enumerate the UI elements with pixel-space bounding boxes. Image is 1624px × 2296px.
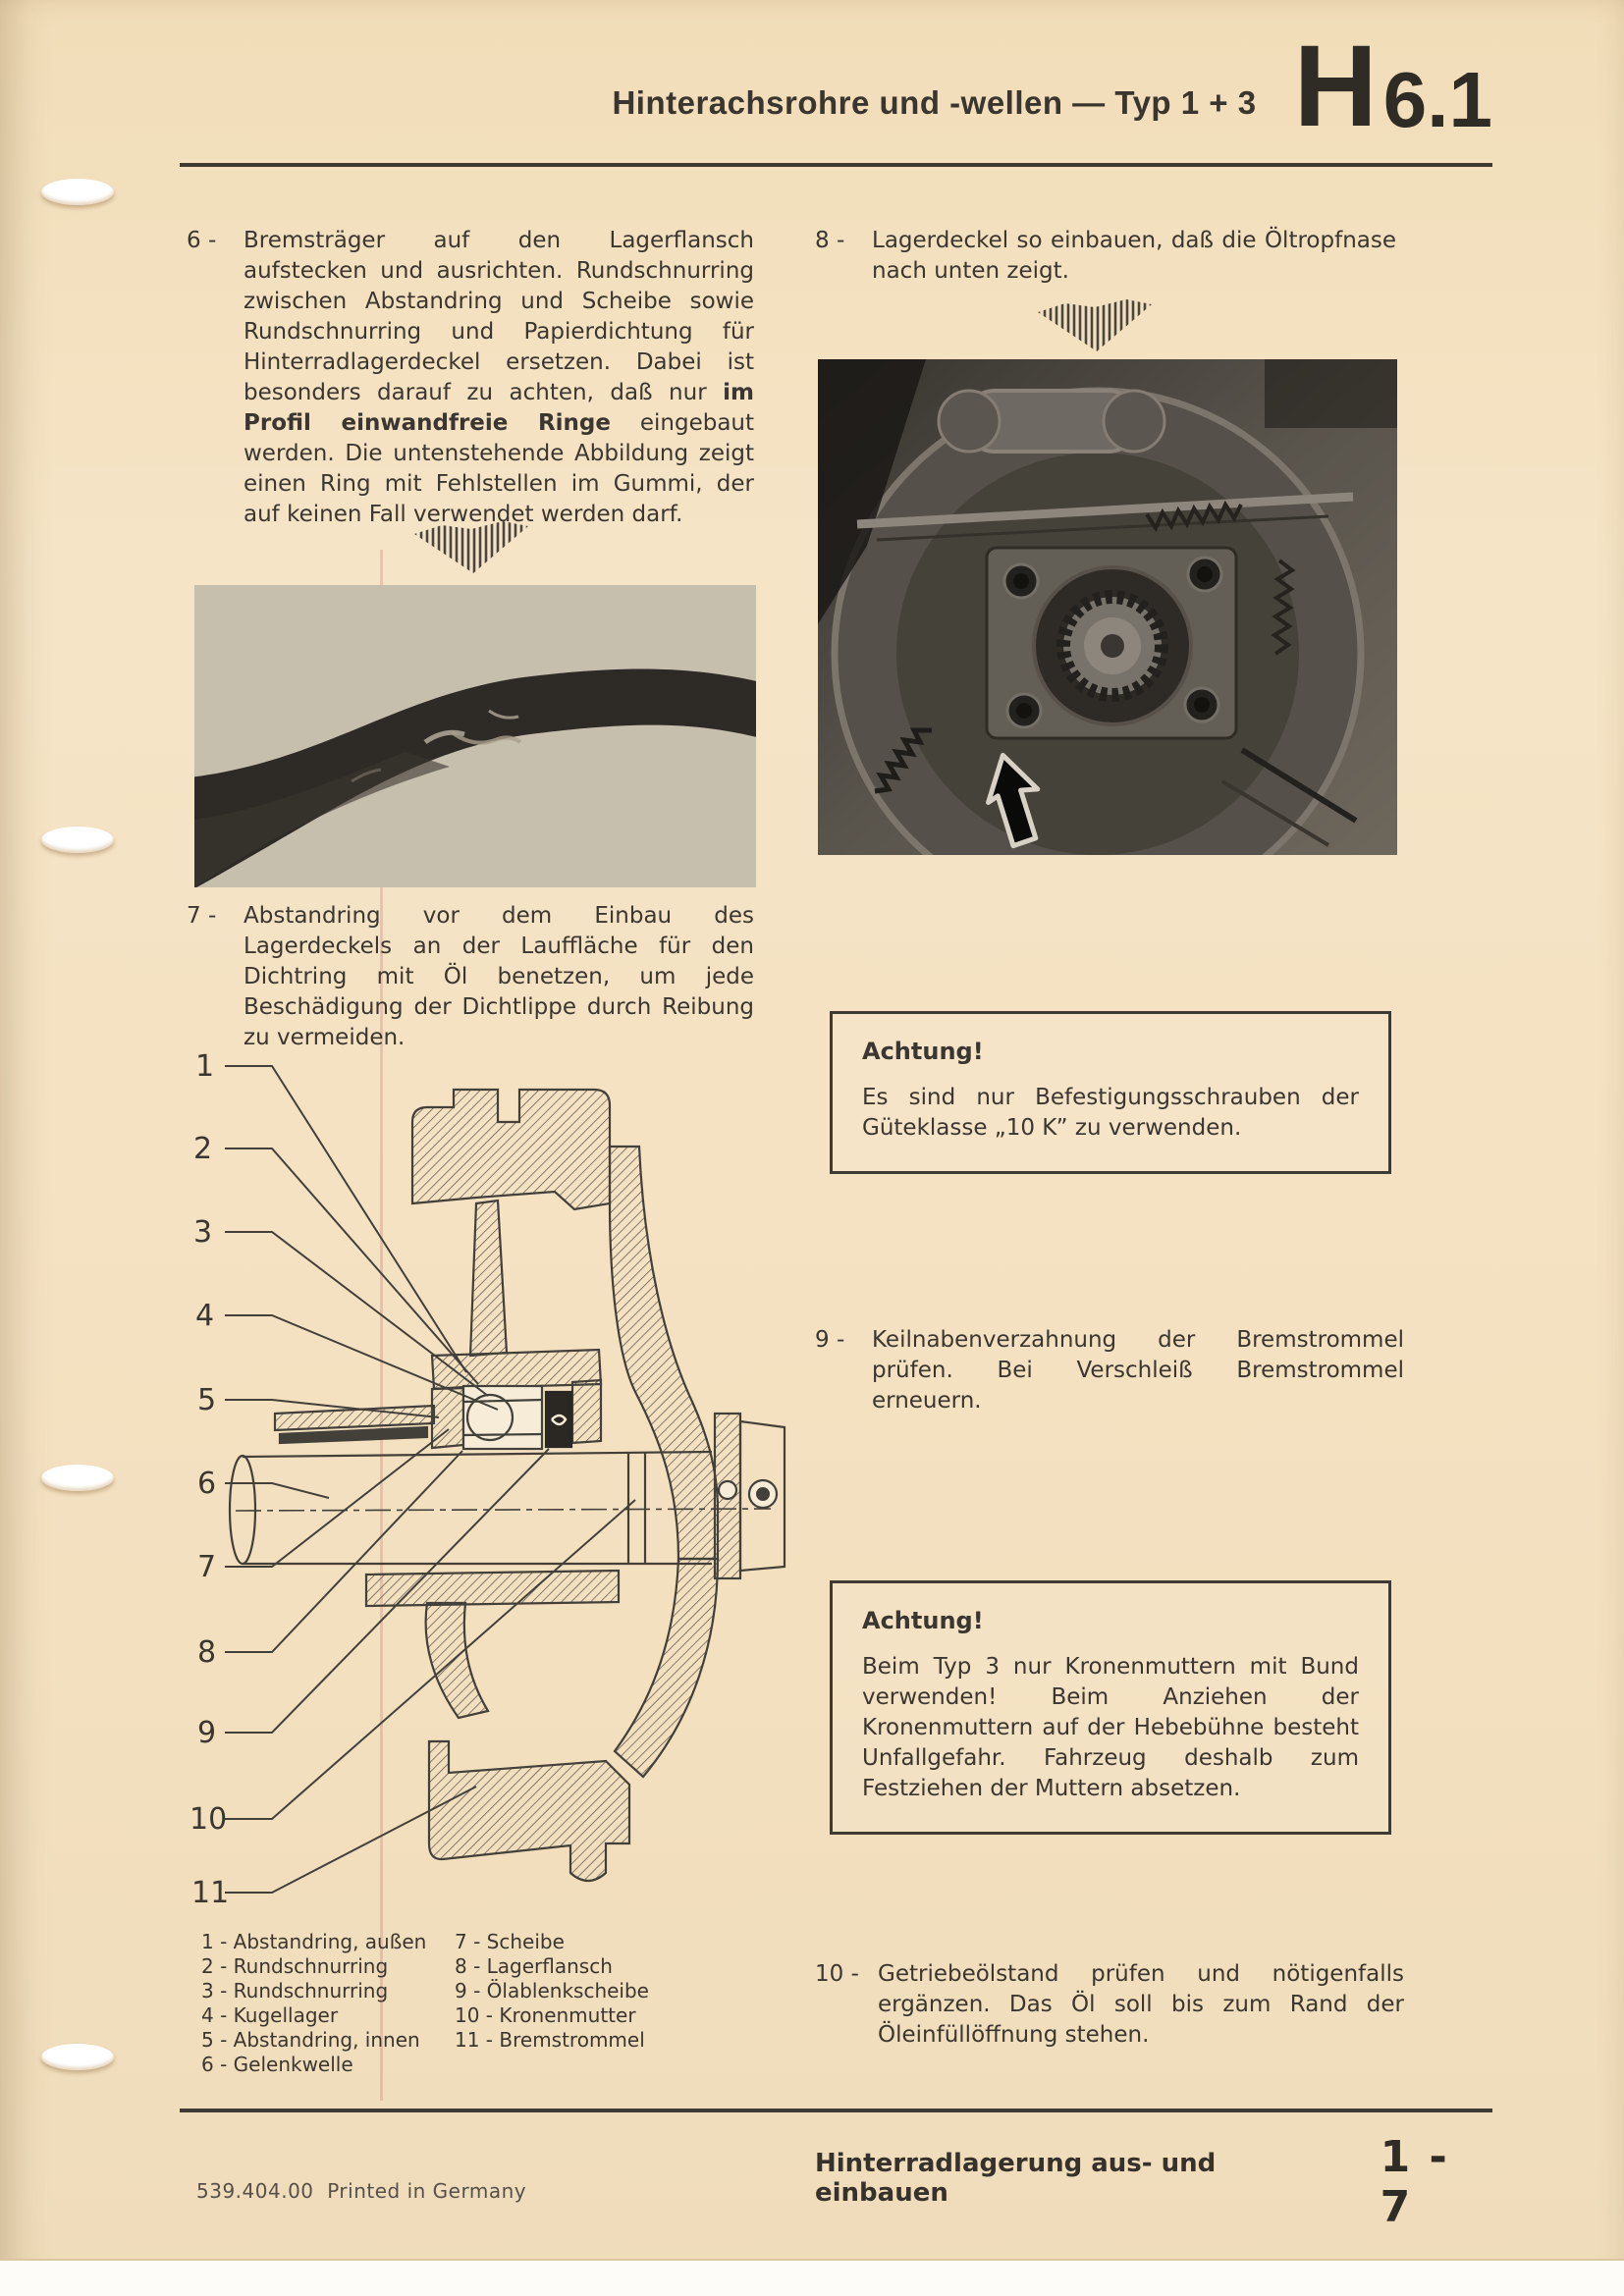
- callout-number: 10: [189, 1802, 228, 1837]
- punch-hole: [41, 179, 114, 205]
- legend-item: 1 - Abstandring, außen: [201, 1930, 427, 1953]
- item-text-part: Bremsträger auf den Lagerflansch aufstecken und ausrichten. Rundschnurring zwischen Abstandring und Scheibe sowie Rundschnurring und Papierdichtung für Hinterradlagerdeckel ersetzen. Dabei ist besonders darauf zu achten, daß nur: [244, 228, 754, 405]
- page-number: 1 - 7: [1380, 2132, 1449, 2232]
- warning-text: Es sind nur Befestigungsschrauben der Güteklasse „10 K” zu verwenden.: [862, 1085, 1359, 1141]
- hub-cross-section-diagram: [182, 1029, 790, 1927]
- legend-item: 9 - Ölablenkscheibe: [455, 1979, 649, 2002]
- item-number: 7 -: [187, 903, 217, 929]
- callout-number: 9: [197, 1716, 217, 1750]
- footer-divider: [180, 2109, 1492, 2112]
- punch-hole: [41, 1465, 114, 1491]
- item-text-part: eingebaut werden. Die untenstehende Abbildung zeigt einen Ring mit Fehlstellen im Gummi, der auf keinen Fall verwendet werden darf.: [244, 410, 755, 527]
- instruction-item-9: [815, 1325, 1404, 1416]
- instruction-item-10: [815, 1959, 1404, 2051]
- legend-column-2: [455, 1930, 649, 2077]
- item-number: 10 -: [815, 1961, 859, 1987]
- instruction-item-8: [815, 226, 1396, 287]
- page-footer: [815, 2132, 1490, 2232]
- legend-item: 8 - Lagerflansch: [455, 1954, 613, 1978]
- legend-item: 6 - Gelenkwelle: [201, 2053, 353, 2076]
- section-code-letter: H: [1293, 22, 1378, 151]
- legend-item: 11 - Bremstrommel: [455, 2028, 645, 2052]
- item-text: Keilnabenverzahnung der Bremstrommel prüfen. Bei Verschleiß Bremstrommel erneuern.: [872, 1327, 1404, 1414]
- warning-text: Beim Typ 3 nur Kronenmuttern mit Bund verwenden! Beim Anziehen der Kronenmuttern auf der Hebebühne besteht Unfallgefahr. Fahrzeug deshalb zum Festziehen der Muttern absetzen.: [862, 1654, 1359, 1801]
- callout-number: 8: [197, 1635, 217, 1670]
- legend-item: 3 - Rundschnurring: [201, 1979, 389, 2002]
- page-header: [180, 22, 1492, 151]
- punch-hole: [41, 2044, 114, 2070]
- print-note: 539.404.00 Printed in Germany: [196, 2179, 527, 2203]
- down-pointer-icon: [1036, 294, 1154, 355]
- warning-box-2: [830, 1580, 1391, 1835]
- instruction-item-6: [187, 226, 754, 530]
- legend-column-1: [201, 1930, 455, 2077]
- down-pointer-icon: [412, 516, 530, 577]
- item-number: 6 -: [187, 228, 217, 253]
- warning-title: Achtung!: [862, 1038, 984, 1065]
- legend-item: 4 - Kugellager: [201, 2003, 339, 2027]
- item-text: Getriebeölstand prüfen und nötigenfalls ergänzen. Das Öl soll bis zum Rand der Öleinfüllöffnung stehen.: [878, 1961, 1404, 2048]
- item-text-bold: im Profil einwandfreie Ringe: [244, 380, 754, 436]
- item-text: Abstandring vor dem Einbau des Lagerdeckels an der Lauffläche für den Dichtring mit Öl benetzen, um jede Beschädigung der Dichtlippe durch Reibung zu vermeiden.: [244, 903, 754, 1050]
- item-text: Lagerdeckel so einbauen, daß die Öltropfnase nach unten zeigt.: [872, 228, 1396, 284]
- page-title: Hinterachsrohre und -wellen — Typ 1 + 3: [612, 84, 1257, 122]
- punch-hole: [41, 827, 114, 853]
- callout-number: 5: [197, 1383, 217, 1417]
- legend-item: 7 - Scheibe: [455, 1930, 565, 1953]
- item-number: 8 -: [815, 228, 845, 253]
- callout-number: 6: [197, 1467, 217, 1501]
- warning-box-1: [830, 1011, 1391, 1174]
- legend-item: 10 - Kronenmutter: [455, 2003, 636, 2027]
- callout-number: 7: [197, 1550, 217, 1584]
- warning-title: Achtung!: [862, 1607, 984, 1634]
- callout-number: 2: [193, 1132, 213, 1166]
- header-divider: [180, 163, 1492, 167]
- legend-item: 5 - Abstandring, innen: [201, 2028, 420, 2052]
- callout-number: 11: [191, 1876, 230, 1910]
- legend-item: 2 - Rundschnurring: [201, 1954, 389, 1978]
- callout-number: 1: [195, 1049, 215, 1084]
- section-code: [1293, 22, 1492, 151]
- callout-number: 4: [195, 1299, 215, 1333]
- item-number: 9 -: [815, 1327, 845, 1353]
- callout-number: 3: [193, 1215, 213, 1250]
- defect-ring-photo: [194, 585, 756, 887]
- brake-assembly-photo: [818, 359, 1397, 855]
- diagram-legend: [201, 1930, 649, 2077]
- scan-edge: [0, 2259, 1624, 2296]
- section-code-number: 6.1: [1382, 56, 1492, 144]
- footer-label: Hinterradlagerung aus- und einbauen: [815, 2149, 1217, 2208]
- item-text: [244, 226, 754, 530]
